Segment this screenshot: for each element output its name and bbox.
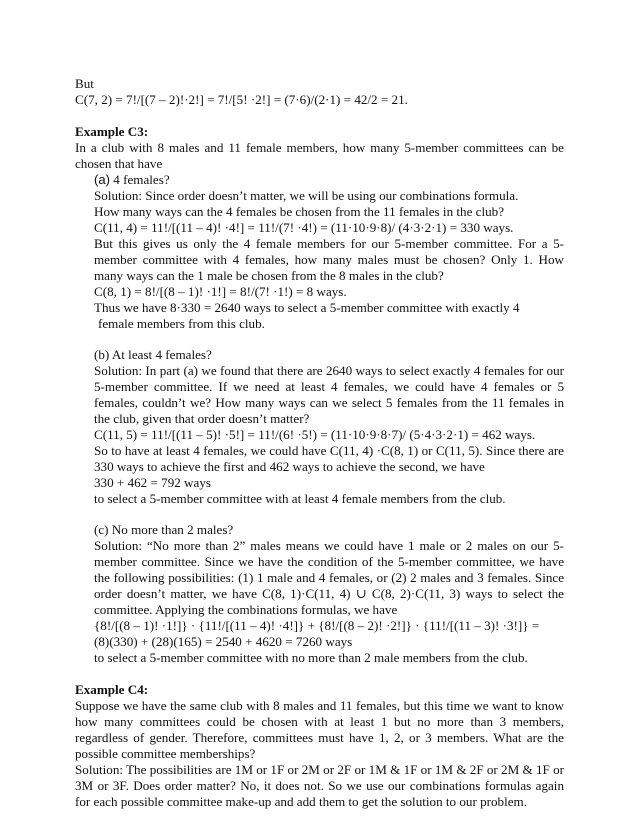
part-b-line-5: to select a 5-member committee with at least 4 female members from the club. bbox=[94, 491, 506, 506]
example-c4-heading: Example C4: bbox=[75, 682, 149, 697]
part-a-line-1: Solution: Since order doesn’t matter, we will be using our combinations formula. bbox=[94, 188, 519, 203]
part-b-line-4: 330 + 462 = 792 ways bbox=[94, 475, 211, 490]
part-a-line-7: female members from this club. bbox=[98, 316, 265, 331]
part-c-line-1: Solution: “No more than 2” males means we could have 1 male or 2 males on our 5-member committee. Since we have the condition of the 5-member committee, we have the following possibilities: (1) 1 male and 4 females, or (2) 2 males and 3 females. Since order doesn’t matter, we have C(8, 1)·C(11, 4) ∪ C(8, 2)·C(11, 3) ways to select the committee. Applying the combinations formulas, we have bbox=[94, 538, 564, 617]
part-a-label: (a) bbox=[94, 172, 111, 187]
part-c-section bbox=[94, 522, 564, 666]
intro-line-2: C(7, 2) = 7!/[(7 – 2)!·2!] = 7!/[5! ·2!] = (7·6)/(2·1) = 42/2 = 21. bbox=[75, 92, 408, 107]
part-b-section bbox=[94, 347, 564, 507]
part-a-title: 4 females? bbox=[113, 172, 170, 187]
example-c4-question: Suppose we have the same club with 8 males and 11 females, but this time we want to know how many committees could be chosen with at least 1 but no more than 3 members, regardless of gender. Therefore, committees must have 1, 2, or 3 members. What are the possible committee memberships? bbox=[75, 698, 564, 761]
part-a-line-2: How many ways can the 4 females be chosen from the 11 females in the club? bbox=[94, 204, 505, 219]
part-a-line-5: C(8, 1) = 8!/[(8 – 1)! ·1!] = 8!/(7! ·1!) = 8 ways. bbox=[94, 284, 347, 299]
page-content bbox=[75, 76, 564, 810]
part-b-line-1: Solution: In part (a) we found that there are 2640 ways to select exactly 4 females for our 5-member committee. If we need at least 4 females, we could have 4 females or 5 females, couldn’t we? How many ways can we select 5 females from the 11 females in the club, given that order doesn’t matter? bbox=[94, 363, 564, 426]
part-b-line-3: So to have at least 4 females, we could have C(11, 4) ·C(8, 1) or C(11, 5). Since there are 330 ways to achieve the first and 462 ways to achieve the second, we have bbox=[94, 443, 564, 474]
part-a-line-3: C(11, 4) = 11!/[(11 – 4)! ·4!] = 11!/(7! ·4!) = (11·10·9·8)/ (4·3·2·1) = 330 ways. bbox=[94, 220, 514, 235]
part-a-line-4: But this gives us only the 4 female members for our 5-member committee. For a 5-member committee with 4 females, how many males must be chosen? Only 1. How many ways can the 1 male be chosen from the 8 males in the club? bbox=[94, 236, 564, 283]
example-c3-question: In a club with 8 males and 11 female members, how many 5-member committees can be chosen that have bbox=[75, 140, 564, 171]
part-b-title: (b) At least 4 females? bbox=[94, 347, 212, 362]
part-a-section bbox=[94, 172, 564, 332]
part-a-title-line bbox=[94, 172, 564, 188]
intro-line-1: But bbox=[75, 76, 94, 91]
part-c-line-4: to select a 5-member committee with no more than 2 male members from the club. bbox=[94, 650, 528, 665]
part-c-line-3: (8)(330) + (28)(165) = 2540 + 4620 = 7260 ways bbox=[94, 634, 353, 649]
part-b-line-2: C(11, 5) = 11!/[(11 – 5)! ·5!] = 11!/(6! ·5!) = (11·10·9·8·7)/ (5·4·3·2·1) = 462 ways. bbox=[94, 427, 536, 442]
part-c-title: (c) No more than 2 males? bbox=[94, 522, 234, 537]
example-c4-solution: Solution: The possibilities are 1M or 1F or 2M or 2F or 1M & 1F or 1M & 2F or 2M & 1F or 3M or 3F. Does order matter? No, it does not. So we use our combinations formulas again for each possible committee make-up and add them to get the solution to our problem. bbox=[75, 762, 564, 809]
part-a-line-6: Thus we have 8·330 = 2640 ways to select a 5-member committee with exactly 4 bbox=[94, 300, 520, 315]
part-c-line-2: {8!/[(8 – 1)! ·1!]} · {11!/[(11 – 4)! ·4!]} + {8!/[(8 – 2)! ·2!]} · {11!/[(11 – 3)! ·3!]} = bbox=[94, 618, 540, 633]
example-c3-heading: Example C3: bbox=[75, 124, 149, 139]
